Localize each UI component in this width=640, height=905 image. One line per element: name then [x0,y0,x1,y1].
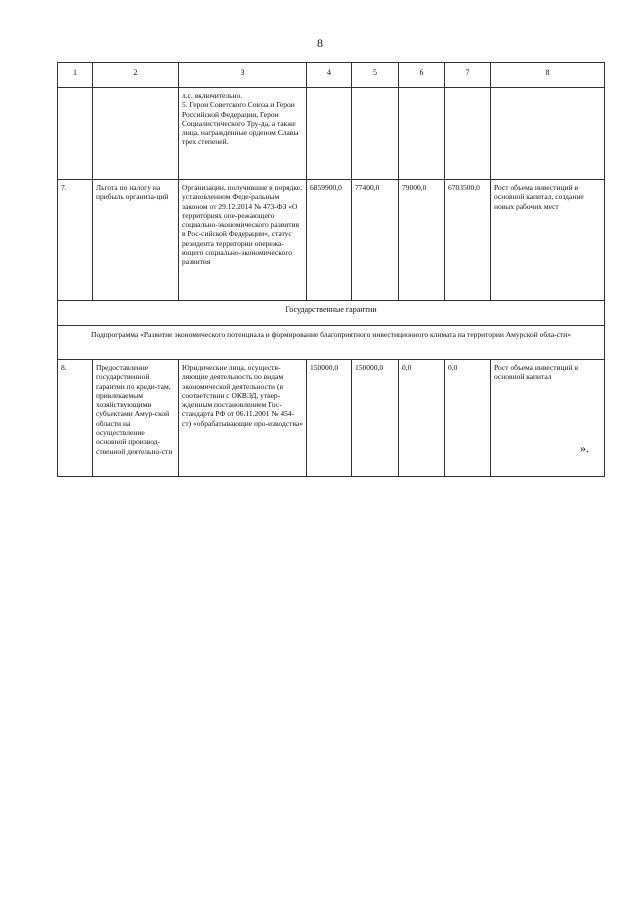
section-title: Государственные гарантии [58,301,605,326]
column-header: 7 [445,63,491,88]
table-cell: 79000,0 [399,180,445,301]
table-cell: 77400,0 [352,180,399,301]
table-cell: Юридические лица, осуществ-ляющие деятельность по видам экономической деятельности (в соответствии с ОКВЭД, утвер-жденным постановлением Гос-стандарта РФ от 06.11.2001 № 454-ст) «обрабатывающие про-изводства» [179,360,307,477]
table-cell: Рост объема инвестиций в основной капитал, создание новых рабочих мест [491,180,605,301]
closing-quote: ». [580,441,589,455]
subprogram-title: Подпрограмма «Развитие экономического потенциала и формирование благоприятного инвестиционного климата на территории Амурской обла-сти» [58,326,605,360]
row-number: 7. [58,180,93,301]
column-header: 6 [399,63,445,88]
table-cell [491,88,605,180]
table-cell: 6703500,0 [445,180,491,301]
section-row [58,301,605,326]
column-header: 3 [179,63,307,88]
table-cell [399,88,445,180]
table-row [58,180,605,301]
table-cell [307,88,352,180]
subprogram-row [58,326,605,360]
table-cell: 150000,0 [307,360,352,477]
table-cell: Организации, получившие в порядке, установленном Феде-ральным законом от 29.12.2014 № 473-ФЗ «О территориях опе-режающего социально-экономического развития в Рос-сийской Федерации», статус резидента территории опережа-ющего социально-экономического развития [179,180,307,301]
table-cell: 0,0 [399,360,445,477]
table-cell: Предоставление государственной гарантии по креди-там, привлекаемым хозяйствующими субъектами Амур-ской области на осуществление основной производ-ственной деятельно-сти [93,360,179,477]
table-row [58,88,605,180]
table-header-row [58,63,605,88]
table-cell [58,88,93,180]
column-header: 8 [491,63,605,88]
table-row [58,360,605,477]
column-header: 4 [307,63,352,88]
table-cell: 6859900,0 [307,180,352,301]
table-cell: Льгота по налогу на прибыль организа-ций [93,180,179,301]
row-number: 8. [58,360,93,477]
table-cell: 150000,0 [352,360,399,477]
table-cell [352,88,399,180]
table-cell: л.с. включительно. 5. Герои Советского Союза и Герои Российской Федерации, Герои Социалистического Тру-да, а также лица, награжденные орденом Славы трех степеней. [179,88,307,180]
column-header: 1 [58,63,93,88]
benefits-table [57,62,605,477]
table-cell: Рост объема инвестиций в основной капитал [491,360,605,477]
column-header: 5 [352,63,399,88]
page-number: 8 [317,36,323,50]
table-cell [445,88,491,180]
table-cell: 0,0 [445,360,491,477]
table-cell [93,88,179,180]
column-header: 2 [93,63,179,88]
